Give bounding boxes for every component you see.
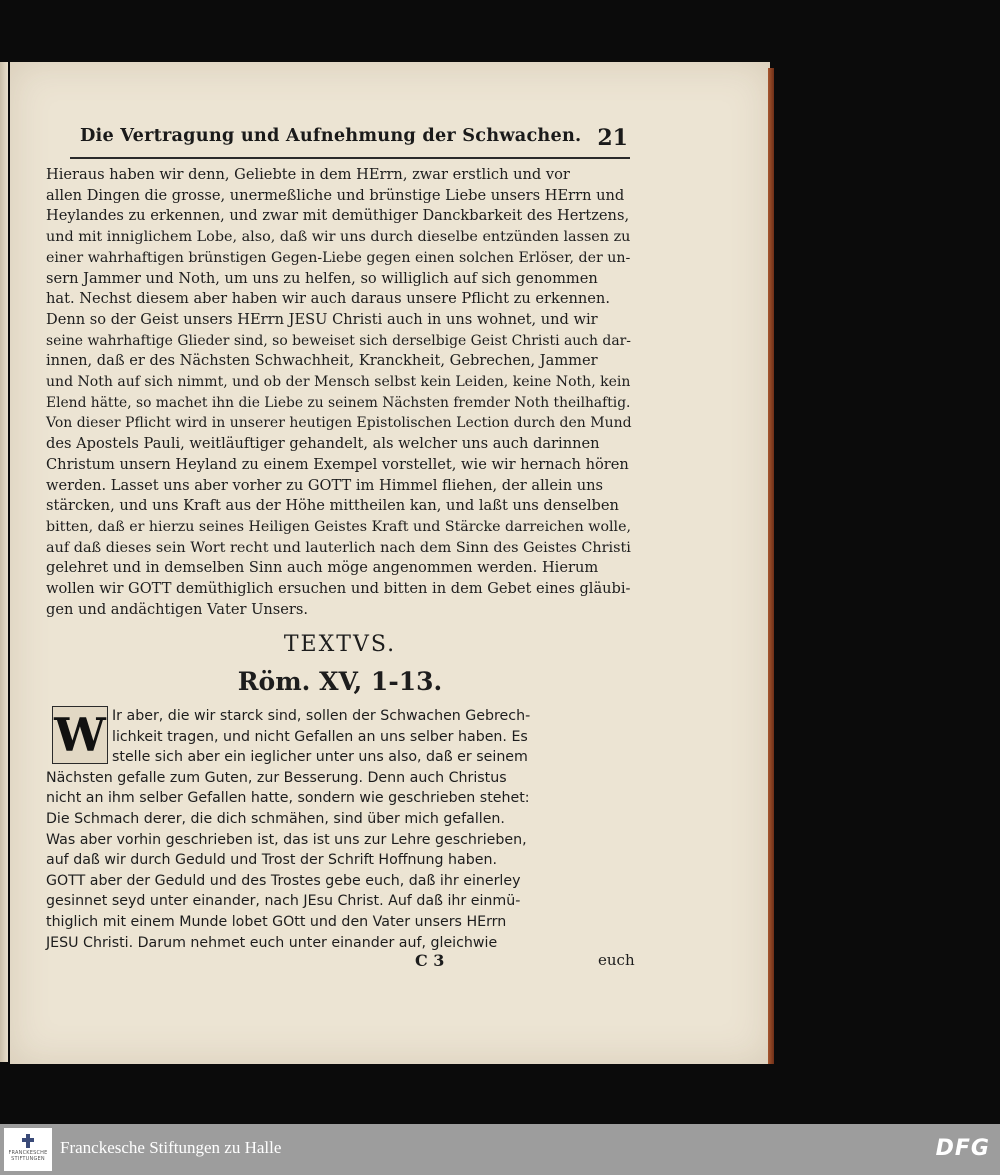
text-line: hat. Nechst diesem aber haben wir auch daraus unsere Pflicht zu erkennen. xyxy=(46,290,610,308)
footer-bar xyxy=(0,1124,1000,1175)
text-line: Denn so der Geist unsers HErrn JESU Christi auch in uns wohnet, und wir xyxy=(46,310,598,328)
textus-heading: TEXTVS. xyxy=(283,632,397,657)
text-line: sern Jammer und Noth, um uns zu helfen, so williglich auf sich genommen xyxy=(46,269,598,287)
scripture-line: stelle sich aber ein ieglicher unter uns also, daß er seinem xyxy=(112,749,528,766)
text-line: des Apostels Pauli, weitläuftiger gehandelt, als welcher uns auch darinnen xyxy=(46,435,600,453)
scripture-line: lichkeit tragen, und nicht Gefallen an uns selber haben. Es xyxy=(112,728,528,745)
logo-line-2: STIFTUNGEN xyxy=(11,1156,45,1162)
text-line: bitten, daß er hierzu seines Heiligen Geistes Kraft und Stärcke darreichen wolle, xyxy=(46,518,631,535)
scripture-line: Was aber vorhin geschrieben ist, das ist uns zur Lehre geschrieben, xyxy=(46,831,527,848)
page-edge xyxy=(768,68,774,1064)
scripture-line: gesinnet seyd unter einander, nach JEsu Christ. Auf daß ihr einmü- xyxy=(46,893,521,910)
scripture-line: thiglich mit einem Munde lobet GOtt und den Vater unsers HErrn xyxy=(46,913,507,930)
text-line: und mit inniglichem Lobe, also, daß wir uns durch dieselbe entzünden lassen zu xyxy=(46,229,631,246)
scripture-line: Nächsten gefalle zum Guten, zur Besserung. Denn auch Christus xyxy=(46,769,507,786)
text-line: Elend hätte, so machet ihn die Liebe zu seinem Nächsten fremder Noth theilhaftig. xyxy=(46,394,631,411)
text-line: stärcken, und uns Kraft aus der Höhe mittheilen kan, und laßt uns denselben xyxy=(46,497,619,515)
text-line: Hieraus haben wir denn, Geliebte in dem HErrn, zwar erstlich und vor xyxy=(46,166,570,183)
scripture-line: nicht an ihm selber Gefallen hatte, sondern wie geschrieben stehet: xyxy=(46,790,530,807)
crest-icon xyxy=(19,1132,37,1150)
page-number: 21 xyxy=(597,125,628,151)
decorated-initial: W xyxy=(52,706,108,764)
scripture-line: JESU Christi. Darum nehmet euch unter einander auf, gleichwie xyxy=(46,934,498,951)
running-title: Die Vertragung und Aufnehmung der Schwachen. xyxy=(80,125,582,146)
scripture-line: Ir aber, die wir starck sind, sollen der Schwachen Gebrech- xyxy=(112,708,531,724)
scripture-line: auf daß wir durch Geduld und Trost der Schrift Hoffnung haben. xyxy=(46,852,497,869)
text-line: werden. Lasset uns aber vorher zu GOTT im Himmel fliehen, der allein uns xyxy=(46,476,604,494)
scripture-text xyxy=(46,706,634,953)
institution-name[interactable]: Franckesche Stiftungen zu Halle xyxy=(60,1138,282,1157)
text-line: innen, daß er des Nächsten Schwachheit, Kranckheit, Gebrechen, Jammer xyxy=(46,352,598,370)
text-line: und Noth auf sich nimmt, und ob der Mensch selbst kein Leiden, keine Noth, kein xyxy=(46,374,631,391)
scripture-line: GOTT aber der Geduld und des Trostes gebe euch, daß ihr einerley xyxy=(46,872,521,889)
text-line: Von dieser Pflicht wird in unserer heutigen Epistolischen Lection durch den Mund xyxy=(46,415,632,432)
logo-line-1: FRANCKESCHE xyxy=(8,1150,48,1156)
catchword: euch xyxy=(598,951,635,969)
page-header xyxy=(70,125,630,159)
institution-logo[interactable] xyxy=(4,1128,52,1171)
scripture-reference: Röm. XV, 1-13. xyxy=(237,667,443,696)
text-line: einer wahrhaftigen brünstigen Gegen-Liebe gegen einen solchen Erlöser, der un- xyxy=(46,249,631,266)
text-line: Heylandes zu erkennen, und zwar mit demüthiger Danckbarkeit des Hertzens, xyxy=(46,207,630,225)
previous-page-edge xyxy=(0,62,8,1062)
text-line: seine wahrhaftige Glieder sind, so beweiset sich derselbige Geist Christi auch dar- xyxy=(46,332,631,349)
sermon-text xyxy=(46,165,634,620)
scripture-line: Die Schmach derer, die dich schmähen, sind über mich gefallen. xyxy=(46,810,505,827)
text-line: wollen wir GOTT demüthiglich ersuchen und bitten in dem Gebet eines gläubi- xyxy=(46,580,631,598)
text-line: auf daß dieses sein Wort recht und lauterlich nach dem Sinn des Geistes Christi xyxy=(46,539,631,556)
text-line: Christum unsern Heyland zu einem Exempel vorstellet, wie wir hernach hören xyxy=(46,455,629,473)
text-line: gen und andächtigen Vater Unsers. xyxy=(46,600,309,618)
signature-mark: C 3 xyxy=(415,951,445,970)
dfg-logo[interactable]: DFG xyxy=(935,1136,990,1161)
text-line: allen Dingen die grosse, unermeßliche und brünstige Liebe unsers HErrn und xyxy=(46,186,625,204)
text-line: gelehret und in demselben Sinn auch möge angenommen werden. Hierum xyxy=(46,559,599,577)
